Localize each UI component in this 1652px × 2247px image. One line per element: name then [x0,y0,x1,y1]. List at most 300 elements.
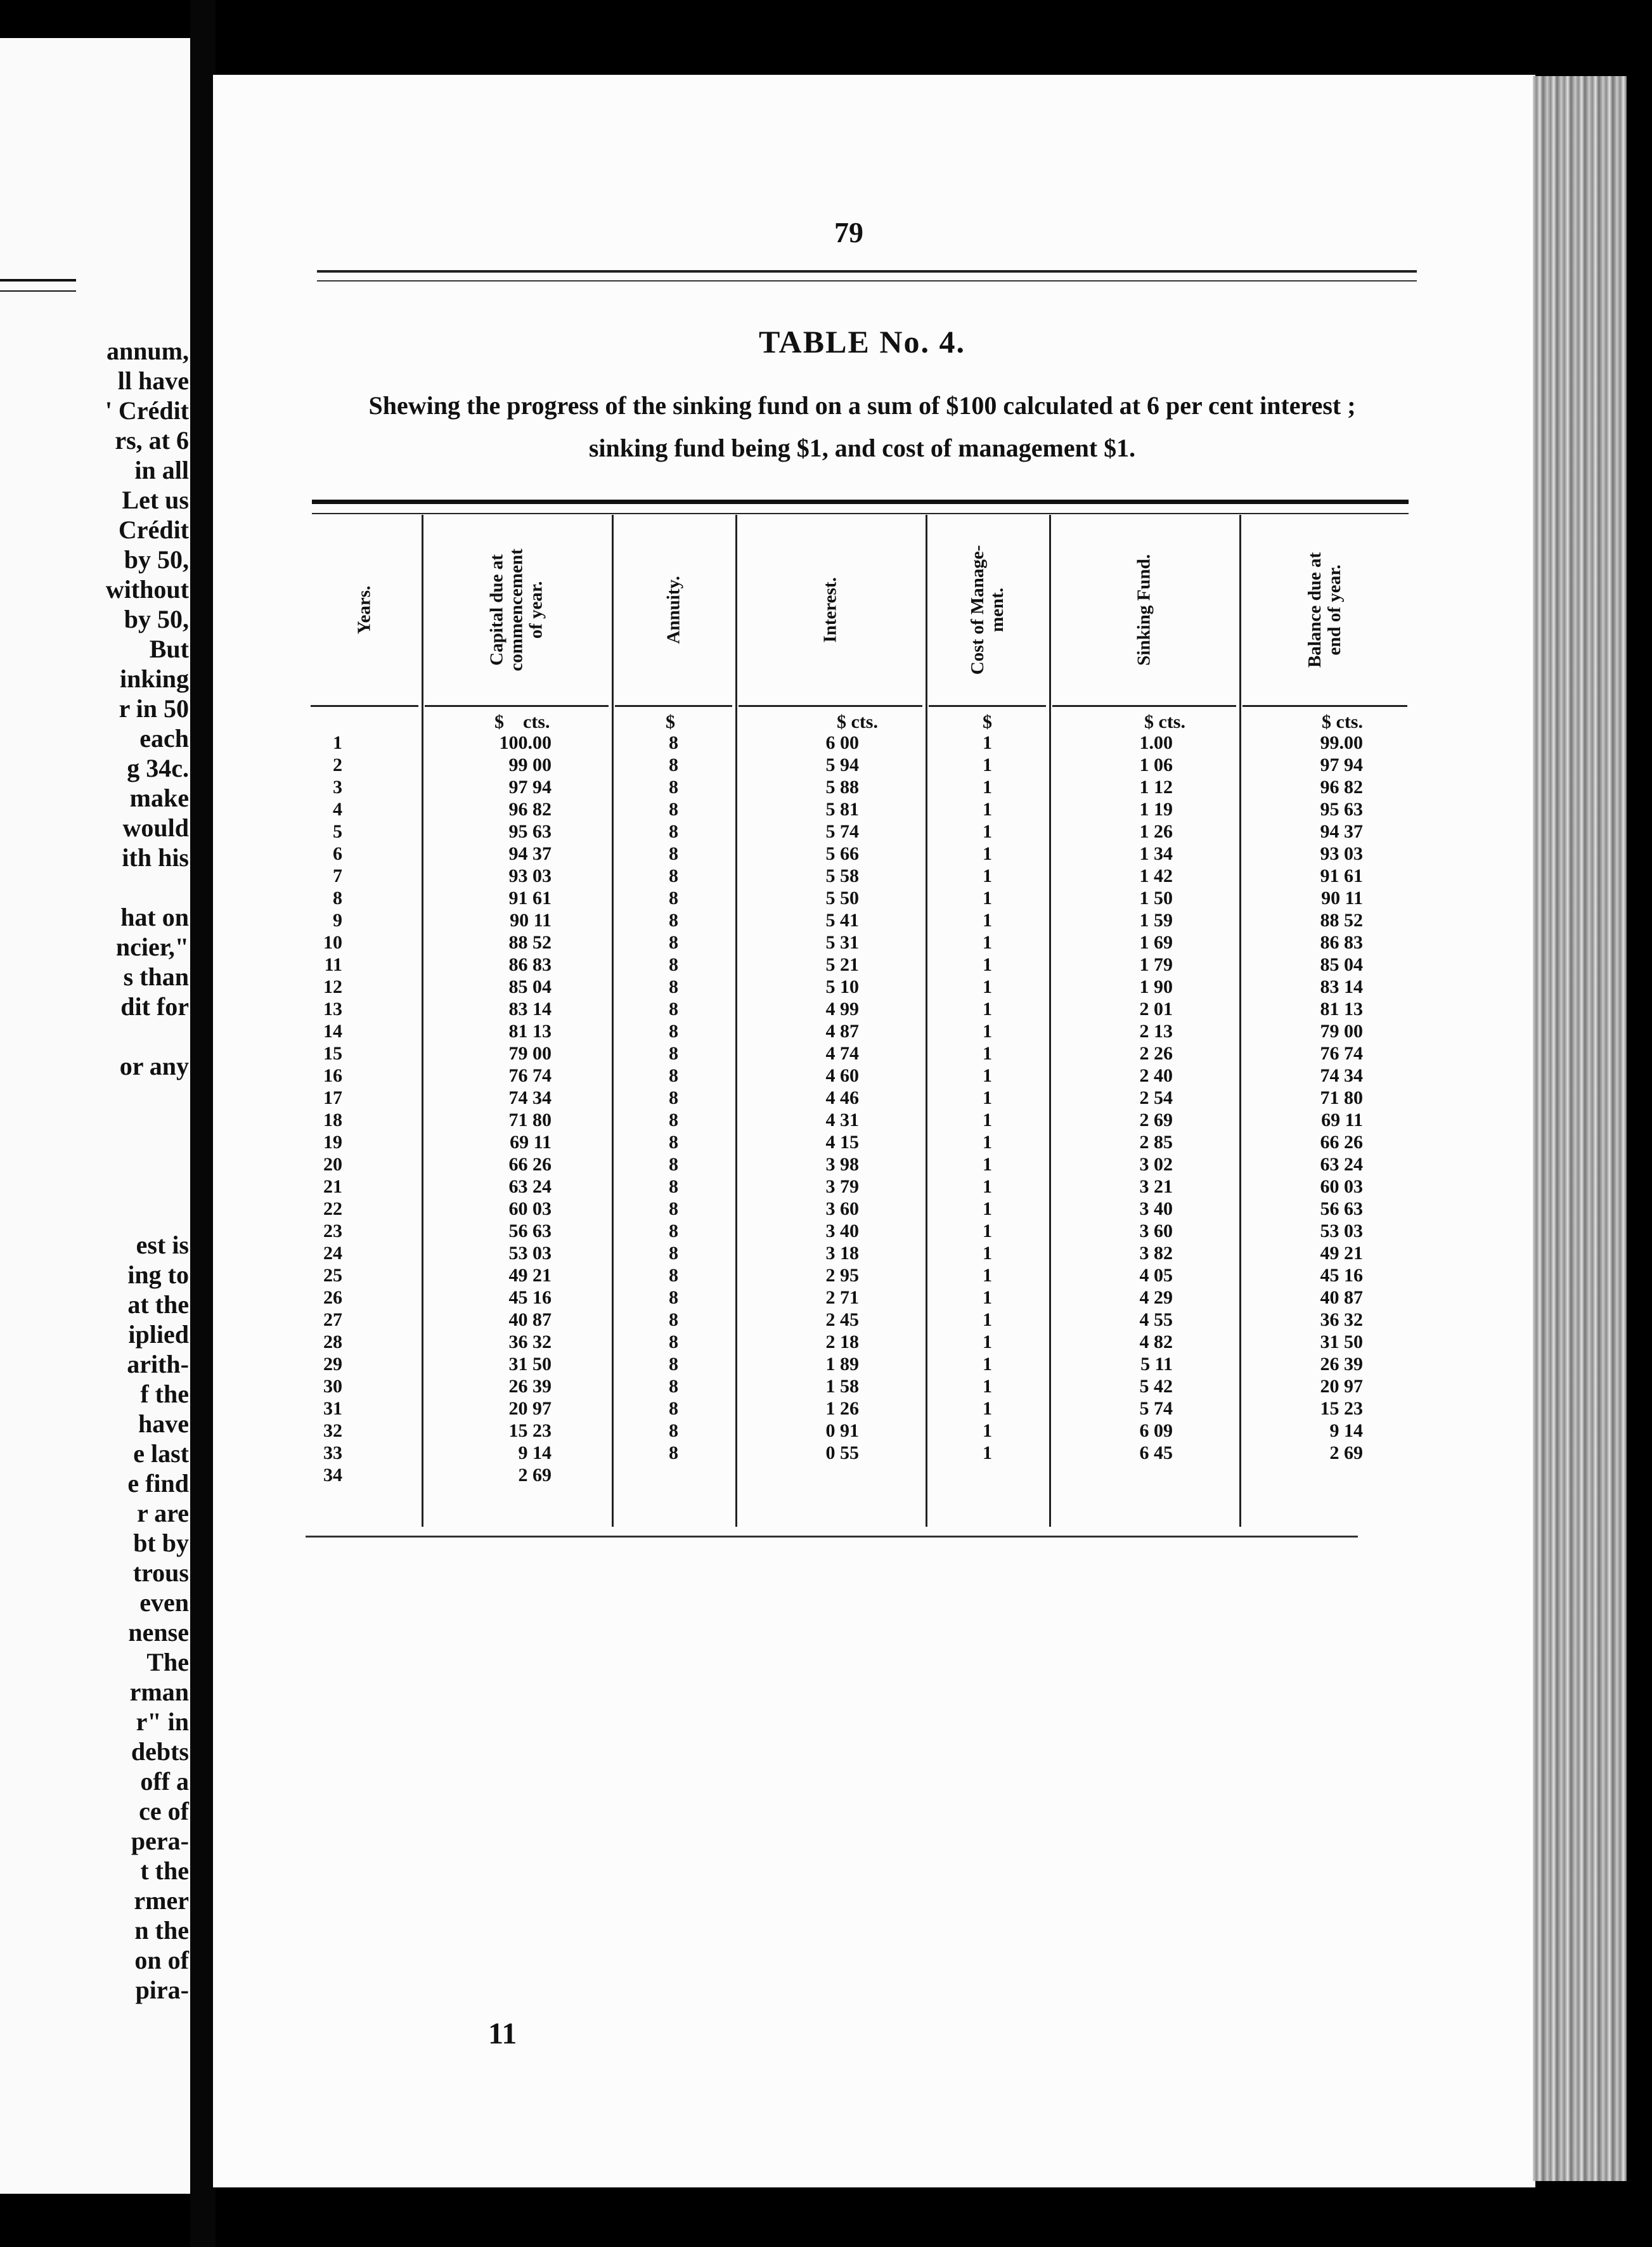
table-cell: 2 45 [825,1309,859,1330]
table-cell: 74 34 [1320,1065,1363,1086]
table-cell: 5 21 [825,954,859,975]
left-page-line: rman [129,1678,189,1706]
table-cell: 8 [669,1132,678,1153]
column-separator [926,515,927,1527]
table-cell: 66 26 [508,1154,552,1175]
left-page-line: est is [136,1231,189,1259]
table-cell: 69 11 [1321,1110,1363,1130]
table-cell: 2 18 [825,1331,859,1352]
table-cell: 26 39 [1320,1354,1363,1375]
left-page-line: by 50, [124,605,189,633]
table-cell: 5 94 [825,754,859,775]
table-cell: 8 [669,888,678,909]
table-subtitle [304,384,1420,469]
table-cell: 6 00 [825,732,859,753]
table-cell: 96 82 [508,799,552,820]
table-cell: 5 10 [825,976,859,997]
table-cell: 1 42 [1139,865,1173,886]
table-cell: 1 [983,865,992,886]
table-cell: 8 [669,1354,678,1375]
table-cell: 96 82 [1320,777,1363,798]
table-cell: 1 [983,1043,992,1064]
table-cell: 1 [983,932,992,953]
table-cell: 4 87 [825,1021,859,1042]
column-separator [1239,515,1241,1527]
table-cell: 8 [669,1398,678,1419]
column-years [311,515,418,1527]
signature-mark: 11 [488,2017,517,2050]
table-cell: 31 50 [508,1354,552,1375]
table-cell: 66 26 [1320,1132,1363,1153]
column-cells [311,732,418,1486]
left-page-line: t the [140,1856,189,1885]
table-cell: 60 03 [1320,1176,1363,1197]
table-cell: 1 [983,1176,992,1197]
column-balance [1242,515,1407,1527]
table-cell: 1 [983,1376,992,1397]
left-page-line: ' Crédit [105,396,189,425]
table-cell: 90 11 [1321,888,1363,909]
table-cell: 1 [983,1309,992,1330]
table-cell: 30 [323,1376,342,1397]
table-cell: 3 40 [825,1221,859,1241]
table-cell: 0 91 [825,1420,859,1441]
table-cell: 1 89 [825,1354,859,1375]
table-cell: 8 [669,821,678,842]
table-cell: 8 [669,865,678,886]
table-cell: 2 [333,754,342,775]
left-page-line: off a [140,1767,189,1796]
table-cell: 91 61 [1320,865,1363,886]
table-cell: 97 94 [508,777,552,798]
table-cell: 2 26 [1139,1043,1173,1064]
table-cell: 1 [983,777,992,798]
left-page-line: each [139,724,189,753]
table-cell: 1.00 [1139,732,1173,753]
table-cell: 8 [669,1221,678,1241]
table-cell: 86 83 [508,954,552,975]
table-cell: 86 83 [1320,932,1363,953]
table-cell: 20 97 [1320,1376,1363,1397]
table-cell: 79 00 [1320,1021,1363,1042]
table-cell: 20 97 [508,1398,552,1419]
table-cell [929,1464,1046,1486]
table-cell: 7 [333,865,342,886]
table-cell: 1 [983,821,992,842]
left-page-line: trous [132,1558,189,1587]
table-cell: 63 24 [1320,1154,1363,1175]
table-cell: 8 [669,1287,678,1308]
table-cell: 2 71 [825,1287,859,1308]
table-cell: 79 00 [508,1043,552,1064]
table-cell: 1 [983,1354,992,1375]
table-cell: 85 04 [1320,954,1363,975]
table-cell: 45 16 [508,1287,552,1308]
left-page-line [0,872,189,902]
left-page-line: iplied [128,1320,189,1349]
left-page-line: at the [127,1290,189,1319]
table-bottom-rule [306,1536,1358,1538]
table-cell: 12 [323,976,342,997]
table-cell: 4 31 [825,1110,859,1130]
table-cell: 4 55 [1139,1309,1173,1330]
table-cell: 1 [983,1442,992,1463]
page-number: 79 [834,216,863,249]
table-cell: 56 63 [1320,1198,1363,1219]
table-cell: 1 58 [825,1376,859,1397]
table-cell: 95 63 [508,821,552,842]
column-separator [612,515,614,1527]
column-separator [1049,515,1051,1527]
table-cell: 1 06 [1139,754,1173,775]
table-cell: 1 [983,1087,992,1108]
table-cell: 4 29 [1139,1287,1173,1308]
table-cell: 8 [669,1265,678,1286]
table-cell: 2 95 [825,1265,859,1286]
table-cell: 40 87 [508,1309,552,1330]
left-page-line: r" in [136,1707,189,1736]
table-cell: 94 37 [1320,821,1363,842]
table-cell: 31 50 [1320,1331,1363,1352]
left-page-line: dit for [120,992,189,1021]
table-cell: 8 [669,999,678,1020]
table-cell [615,1464,732,1486]
column-units: $ cts. [837,711,878,732]
table-cell: 22 [323,1198,342,1219]
table-cell: 26 39 [508,1376,552,1397]
column-header: Interest. [739,515,922,707]
table-cell: 34 [323,1465,342,1486]
table-cell: 36 32 [508,1331,552,1352]
left-page-line: rs, at 6 [115,426,189,455]
table-cell: 5 11 [1140,1354,1173,1375]
table-cell: 76 74 [508,1065,552,1086]
column-separator [422,515,423,1527]
table-cell: 40 87 [1320,1287,1363,1308]
table-cell: 1 [983,910,992,931]
table-cell: 4 82 [1139,1331,1173,1352]
left-page-line: s than [123,962,189,991]
table-cell: 27 [323,1309,342,1330]
table-cell: 26 [323,1287,342,1308]
left-page-line: ncier," [115,933,189,961]
column-header: Annuity. [615,515,732,707]
table-cell: 36 32 [1320,1309,1363,1330]
table-cell: 1 [983,1398,992,1419]
table-cell: 1 [983,1110,992,1130]
left-page-line: g 34c. [127,754,189,782]
book-gutter [190,0,216,2247]
table-cell [1242,1464,1363,1486]
left-page-line: by 50, [124,545,189,574]
column-header: Sinking Fund. [1052,515,1236,707]
table-cell: 1 [983,954,992,975]
left-page-line: ing to [127,1260,189,1289]
table-cell: 10 [323,932,342,953]
table-cell: 15 23 [1320,1398,1363,1419]
left-page-line: Let us [122,486,189,514]
table-cell: 29 [323,1354,342,1375]
column-units: $ cts. [1144,711,1185,732]
column-interest [739,515,922,1527]
left-page-line: f the [140,1380,189,1408]
left-page-rule [0,279,76,292]
column-cells [425,732,609,1486]
table-cell: 74 34 [508,1087,552,1108]
table-cell: 5 88 [825,777,859,798]
table-cell: 3 60 [825,1198,859,1219]
left-page-line: or any [119,1052,189,1080]
subtitle-line-2: sinking fund being $1, and cost of management $1. [588,434,1136,462]
table-cell: 8 [669,976,678,997]
table-cell: 2 40 [1139,1065,1173,1086]
table-cell: 63 24 [508,1176,552,1197]
table-cell: 13 [323,999,342,1020]
table-cell: 2 69 [1139,1110,1173,1130]
table-cell: 1 [983,1243,992,1264]
table-cell: 0 55 [825,1442,859,1463]
table-cell: 18 [323,1110,342,1130]
left-page-line: n the [134,1916,189,1945]
column-annuity [615,515,732,1527]
table-cell: 1 [983,799,992,820]
table-cell: 85 04 [508,976,552,997]
left-page-line: even [139,1588,189,1617]
column-sinking-fund [1052,515,1236,1527]
left-page-line: pera- [131,1827,189,1855]
page-edges [1533,76,1627,2181]
column-cost [929,515,1046,1527]
table-cell: 8 [669,1442,678,1463]
table-cell: 2 69 [518,1465,552,1486]
column-units: $ cts. [1322,711,1363,732]
table-cell: 71 80 [1320,1087,1363,1108]
table-cell: 8 [669,754,678,775]
column-capital [425,515,609,1527]
table-cell: 76 74 [1320,1043,1363,1064]
table-cell: 3 79 [825,1176,859,1197]
table-cell: 1 12 [1139,777,1173,798]
table-cell: 19 [323,1132,342,1153]
table-cell: 8 [669,843,678,864]
table-cell: 90 11 [510,910,552,931]
left-page-line: But [149,635,189,663]
left-page-line: without [105,575,189,604]
table-cell: 3 21 [1139,1176,1173,1197]
table-cell: 9 14 [1329,1420,1363,1441]
column-units: $ cts. [494,711,550,732]
table-cell: 88 52 [508,932,552,953]
table-cell: 8 [669,1420,678,1441]
table-cell: 2 01 [1139,999,1173,1020]
table-cell: 49 21 [1320,1243,1363,1264]
left-page-line: e last [133,1439,189,1468]
table-cell: 1 19 [1139,799,1173,820]
table-cell: 83 14 [1320,976,1363,997]
table-cell: 11 [324,954,342,975]
table-cell: 95 63 [1320,799,1363,820]
table-cell: 3 40 [1139,1198,1173,1219]
table-cell: 4 [333,799,342,820]
left-page [0,38,198,2194]
table-cell: 4 05 [1139,1265,1173,1286]
table-cell: 9 14 [518,1442,552,1463]
table-cell: 8 [669,1243,678,1264]
table-cell: 83 14 [508,999,552,1020]
left-page-line: ce of [139,1797,189,1825]
table-cell: 8 [669,1087,678,1108]
table-cell: 97 94 [1320,754,1363,775]
table-cell: 28 [323,1331,342,1352]
table-cell: 8 [669,732,678,753]
table-cell: 3 60 [1139,1221,1173,1241]
table-cell: 1 [983,1420,992,1441]
left-page-line [0,1141,189,1170]
table-cell: 1 [983,732,992,753]
table-cell: 1 [983,1065,992,1086]
table-cell: 2 69 [1329,1442,1363,1463]
left-page-line: debts [131,1737,189,1766]
table-cell: 60 03 [508,1198,552,1219]
table-cell: 1 26 [825,1398,859,1419]
table-cell: 4 99 [825,999,859,1020]
table-title: TABLE No. 4. [759,324,965,359]
left-page-line: hat on [120,903,189,931]
table-cell: 31 [323,1398,342,1419]
table-cell: 81 13 [1320,999,1363,1020]
table-cell: 8 [669,1331,678,1352]
table-cell: 6 09 [1139,1420,1173,1441]
left-page-line [0,1111,189,1141]
table-cell: 20 [323,1154,342,1175]
header-rule [317,270,1417,282]
left-page-line: make [129,784,189,812]
table-cell: 5 [333,821,342,842]
table-cell: 5 66 [825,843,859,864]
table-cell: 3 82 [1139,1243,1173,1264]
table-cell: 53 03 [1320,1221,1363,1241]
left-page-line: e find [127,1469,189,1498]
table-cell: 1 [983,999,992,1020]
left-page-line [0,1200,189,1230]
column-header: Years. [311,515,418,707]
column-header: Cost of Manage- ment. [929,515,1046,707]
table-cell: 1 [983,843,992,864]
table-cell: 1 [983,1154,992,1175]
left-page-line [0,1021,189,1051]
table-cell: 1 26 [1139,821,1173,842]
left-page-line [0,1170,189,1200]
table-cell: 1 [983,754,992,775]
left-page-line: pira- [135,1976,189,2004]
table-cell: 93 03 [508,865,552,886]
table-cell: 4 60 [825,1065,859,1086]
column-header: Balance due at end of year. [1242,515,1407,707]
table-cell: 88 52 [1320,910,1363,931]
table-cell: 1 [983,888,992,909]
table-cell: 1 [983,1132,992,1153]
table-cell: 15 23 [508,1420,552,1441]
table-cell: 5 81 [825,799,859,820]
table-cell: 1 [983,1265,992,1286]
table-cell: 93 03 [1320,843,1363,864]
left-page-line: The [146,1648,189,1676]
table-cell: 5 31 [825,932,859,953]
table-cell: 1 [983,1331,992,1352]
table-cell: 1 90 [1139,976,1173,997]
table-cell: 6 45 [1139,1442,1173,1463]
column-cells [1052,732,1236,1486]
left-page-line: inking [120,664,189,693]
table-cell: 3 18 [825,1243,859,1264]
left-page-line: arith- [127,1350,189,1378]
table-cell [1052,1464,1173,1486]
subtitle-line-1: Shewing the progress of the sinking fund on a sum of $100 calculated at 6 per cent interest ; [368,391,1356,420]
left-page-line: annum, [106,337,189,365]
table-cell: 17 [323,1087,342,1108]
table-cell: 5 41 [825,910,859,931]
table-cell: 71 80 [508,1110,552,1130]
table-cell: 1 34 [1139,843,1173,864]
column-separator [735,515,737,1527]
table-cell: 8 [669,777,678,798]
table-cell: 4 74 [825,1043,859,1064]
column-units: $ [666,711,675,732]
table-cell: 99.00 [1320,732,1363,753]
left-page-line: would [122,813,189,842]
table-cell: 3 98 [825,1154,859,1175]
table-cell: 81 13 [508,1021,552,1042]
table-cell: 1 [983,1221,992,1241]
table-cell: 16 [323,1065,342,1086]
table-cell: 5 74 [1139,1398,1173,1419]
table-cell: 25 [323,1265,342,1286]
table-cell: 8 [669,1043,678,1064]
table-cell: 8 [669,1110,678,1130]
left-page-line: in all [134,456,189,484]
left-page-line: rmer [134,1886,189,1915]
table-cell: 8 [669,1065,678,1086]
left-page-line: bt by [133,1529,189,1557]
table-cell: 4 15 [825,1132,859,1153]
table-cell: 91 61 [508,888,552,909]
table-top-rule [312,500,1409,514]
table-cell: 53 03 [508,1243,552,1264]
table-cell: 8 [669,799,678,820]
table-cell: 1 50 [1139,888,1173,909]
table-cell: 33 [323,1442,342,1463]
table-cell: 5 74 [825,821,859,842]
table-cell: 1 79 [1139,954,1173,975]
table-cell: 8 [669,1021,678,1042]
column-cells [1242,732,1407,1486]
left-page-line: r are [137,1499,189,1527]
table-cell: 8 [669,932,678,953]
table-cell: 1 [983,976,992,997]
table-cell: 21 [323,1176,342,1197]
table-cell: 6 [333,843,342,864]
left-page-line: r in 50 [119,694,189,723]
table-cell: 14 [323,1021,342,1042]
column-header: Capital due at commencement of year. [425,515,609,707]
left-page-line: Crédit [118,515,189,544]
table-cell: 94 37 [508,843,552,864]
table-cell: 99 00 [508,754,552,775]
table-cell: 3 02 [1139,1154,1173,1175]
table-cell: 45 16 [1320,1265,1363,1286]
left-page-text [0,336,189,2005]
table-cell: 8 [669,1309,678,1330]
